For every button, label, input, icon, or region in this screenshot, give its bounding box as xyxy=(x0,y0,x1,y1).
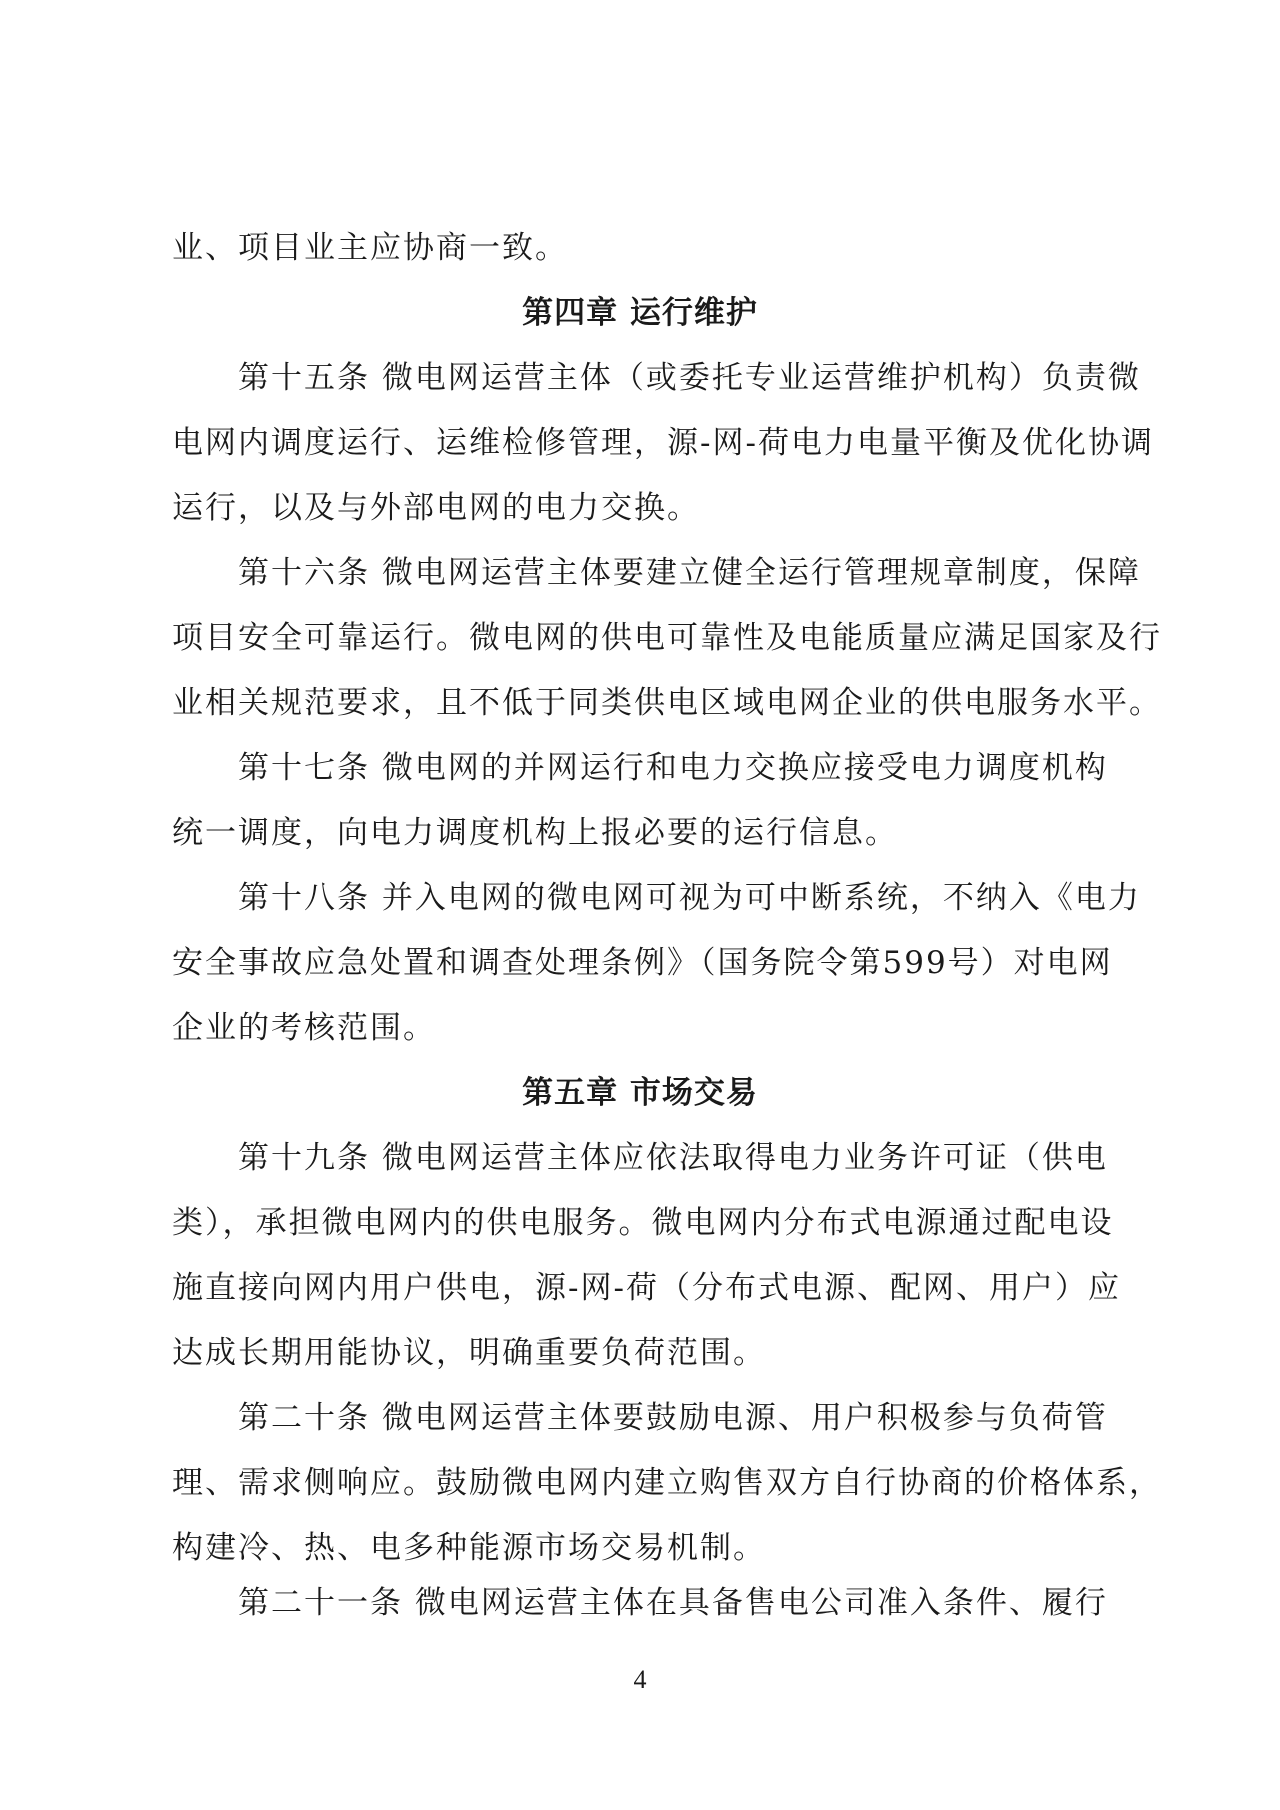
paragraph-line: 第十九条 微电网运营主体应依法取得电力业务许可证（供电 xyxy=(238,1140,1108,1176)
paragraph-line: 业、项目业主应协商一致。 xyxy=(172,230,568,266)
paragraph-line: 第十六条 微电网运营主体要建立健全运行管理规章制度，保障 xyxy=(238,555,1141,591)
paragraph-line: 第十五条 微电网运营主体（或委托专业运营维护机构）负责微 xyxy=(238,360,1141,396)
paragraph-line: 理、需求侧响应。鼓励微电网内建立购售双方自行协商的价格体系， xyxy=(172,1465,1162,1501)
paragraph-line: 安全事故应急处置和调查处理条例》（国务院令第599号）对电网 xyxy=(172,945,1113,981)
paragraph-line: 类），承担微电网内的供电服务。微电网内分布式电源通过配电设 xyxy=(172,1205,1114,1241)
paragraph-line: 电网内调度运行、运维检修管理，源-网-荷电力电量平衡及优化协调 xyxy=(172,425,1154,461)
paragraph-line: 运行，以及与外部电网的电力交换。 xyxy=(172,490,700,526)
page-number: 4 xyxy=(633,1665,647,1694)
paragraph-line: 企业的考核范围。 xyxy=(172,1010,436,1046)
paragraph-line: 第二十条 微电网运营主体要鼓励电源、用户积极参与负荷管 xyxy=(238,1400,1108,1436)
paragraph-line: 施直接向网内用户供电，源-网-荷（分布式电源、配网、用户）应 xyxy=(172,1270,1121,1306)
paragraph-line: 第十七条 微电网的并网运行和电力交换应接受电力调度机构 xyxy=(238,750,1108,786)
paragraph-line: 构建冷、热、电多种能源市场交易机制。 xyxy=(172,1530,766,1566)
chapter-heading: 第四章 运行维护 xyxy=(522,295,758,331)
paragraph-line: 统一调度，向电力调度机构上报必要的运行信息。 xyxy=(172,815,898,851)
paragraph-line: 第二十一条 微电网运营主体在具备售电公司准入条件、履行 xyxy=(238,1585,1108,1621)
paragraph-line: 项目安全可靠运行。微电网的供电可靠性及电能质量应满足国家及行 xyxy=(172,620,1162,656)
paragraph-line: 达成长期用能协议，明确重要负荷范围。 xyxy=(172,1335,766,1371)
paragraph-line: 第十八条 并入电网的微电网可视为可中断系统，不纳入《电力 xyxy=(238,880,1141,916)
chapter-heading: 第五章 市场交易 xyxy=(522,1075,758,1111)
paragraph-line: 业相关规范要求，且不低于同类供电区域电网企业的供电服务水平。 xyxy=(172,685,1162,721)
